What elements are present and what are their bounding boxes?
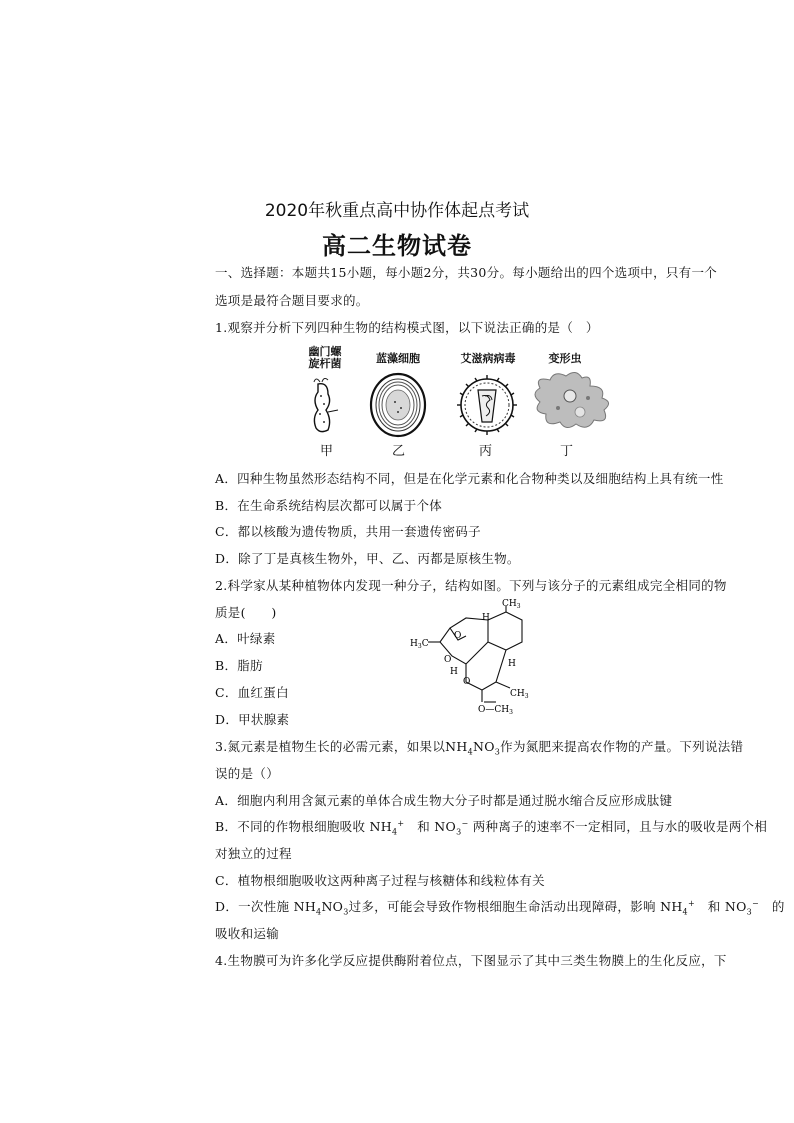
q3d-text-a: D．一次性施 NH [215,899,317,914]
organism-letter-4: 丁 [560,444,574,459]
q3d-text-c: 过多，可能会导致作物根细胞生命活动出现障碍，影响 NH [348,899,683,914]
mol-label-h-top: H [482,613,490,623]
molecule-structure-diagram [410,598,540,714]
question3-option-b [215,817,767,837]
mol-label-h3c: $H_3C$ [410,639,429,650]
q3-sub-b: 3 [494,747,501,757]
q3-text-a: 3.氮元素是植物生长的必需元素，如果以NH [215,739,468,754]
question1-option-c: C．都以核酸为遗传物质，共用一套遗传密码子 [215,524,481,539]
question3-option-d [215,897,785,917]
question2-option-c: C．血红蛋白 [215,685,289,700]
organism-label-4: 变形虫 [548,352,582,365]
organism-label-1 [303,346,347,370]
organism-label-3: 艾滋病病毒 [460,352,516,365]
q3d-text-b: NO [321,899,344,914]
q3b-sub2: 3 [456,827,462,837]
organism-letter-3: 丙 [479,444,493,459]
subject-title: 高二生物试卷 [322,232,472,260]
mol-label-o2: O [444,655,452,665]
q3b-text-b: 和 NO [404,819,457,834]
mol-label-ch3-top: $CH_3$ [502,599,521,610]
organism-letter-1: 甲 [320,444,334,459]
question2-option-b: B．脂肪 [215,658,263,673]
question4-stem: 4.生物膜可为许多化学反应提供酶附着位点，下图显示了其中三类生物膜上的生化反应，下 [215,953,727,968]
q3d-sub1: 4 [316,907,322,917]
question3-option-b-line2: 对独立的过程 [215,846,292,861]
question3-option-d-line2: 吸收和运输 [215,926,280,941]
q3b-sub1: 4 [392,827,398,837]
question1-option-b: B．在生命系统结构层次都可以属于个体 [215,498,443,513]
q3d-sup4: − [752,898,760,908]
q3d-sub3: 4 [682,907,688,917]
mol-label-o3: O [463,677,471,687]
q3-sub-a: 4 [467,747,473,757]
section-intro-line1: 一、选择题：本题共15小题，每小题2分，共30分。每小题给出的四个选项中，只有一个 [215,265,718,280]
virus-icon [452,372,522,438]
q3b-sup2: − [461,818,469,828]
mol-label-h-left: H [450,667,458,677]
q3b-sup1: + [397,818,405,828]
organism-label-1-line2: 旋杆菌 [308,357,342,370]
q3d-sub4: 3 [746,907,753,917]
mol-label-ch3-right: $CH_3$ [510,689,529,700]
exam-title: 2020年秋重点高中协作体起点考试 [264,201,530,221]
question1-option-d: D．除了丁是真核生物外，甲、乙、丙都是原核生物。 [215,551,520,566]
section-intro-line2: 选项是最符合题目要求的。 [215,293,369,308]
mol-label-och3: $O—CH_3$ [478,705,513,714]
q3d-sup3: + [687,898,695,908]
question1-stem: 1.观察并分析下列四种生物的结构模式图，以下说法正确的是（ ） [215,320,599,335]
question3-option-c: C．植物根细胞吸收这两种离子过程与核糖体和线粒体有关 [215,873,545,888]
q3d-text-e: 的 [759,899,785,914]
question1-option-a: A．四种生物虽然形态结构不同，但是在化学元素和化合物种类以及细胞结构上具有统一性 [215,471,724,486]
question2-option-a: A．叶绿素 [215,631,276,646]
q3d-sub2: 3 [343,907,349,917]
organism-label-2: 蓝藻细胞 [376,352,420,365]
cyanobacterium-icon [368,372,428,438]
q3-text-b: NO [472,739,495,754]
q3-text-c: 作为氮肥来提高农作物的产量。下列说法错 [500,739,744,754]
q3b-text-a: B．不同的作物根细胞吸收 NH [215,819,392,834]
bacterium-icon [306,378,346,436]
question3-stem-line2: 误的是（） [215,766,280,781]
question3-option-a: A．细胞内利用含氮元素的单体合成生物大分子时都是通过脱水缩合反应形成肽键 [215,793,673,808]
question3-stem-line1 [215,737,743,757]
question2-stem-line1: 2.科学家从某种植物体内发现一种分子，结构如图。下列与该分子的元素组成完全相同的物 [215,578,727,593]
amoeba-icon [530,368,616,434]
question2-option-d: D．甲状腺素 [215,712,290,727]
organism-label-1-line1: 幽门螺 [308,345,342,358]
question2-stem-line2: 质是( ) [215,605,277,620]
mol-label-h-right: H [508,659,516,669]
organism-letter-2: 乙 [392,444,406,459]
q3b-text-c: 两种离子的速率不一定相同，且与水的吸收是两个相 [468,819,768,834]
q3d-text-d: 和 NO [694,899,747,914]
mol-label-o1: O [454,631,462,641]
